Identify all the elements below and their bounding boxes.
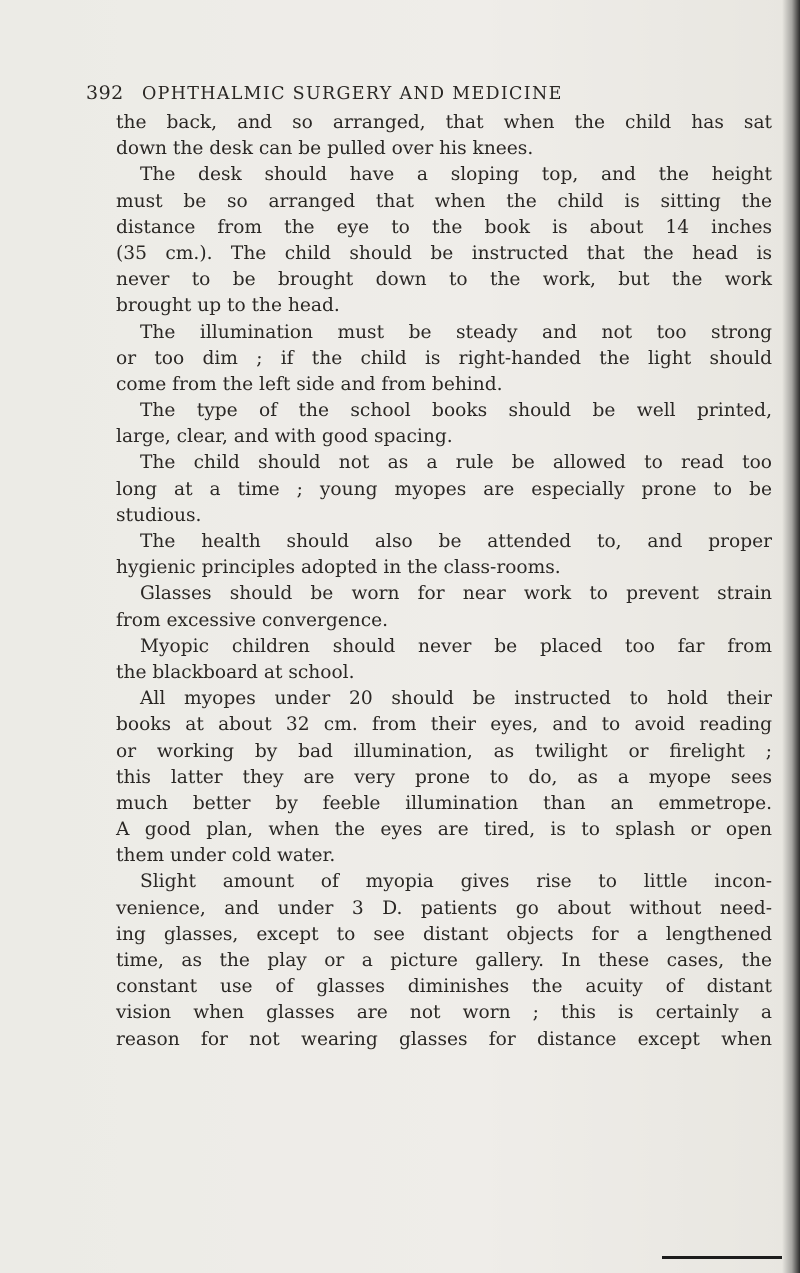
text-line: venience, and under 3 D. patients go about without need-: [116, 897, 772, 919]
text-line: come from the left side and from behind.: [116, 373, 503, 395]
text-line: The health should also be attended to, and proper: [140, 531, 772, 552]
text-line: must be so arranged that when the child is sitting the: [116, 190, 772, 212]
text-line: All myopes under 20 should be instructed to hold their: [140, 688, 772, 710]
text-line: this latter they are very prone to do, as a myope sees: [116, 766, 772, 788]
text-line: (35 cm.). The child should be instructed that the head is: [116, 242, 772, 264]
text-line: much better by feeble illumination than an emmetrope.: [116, 792, 772, 814]
text-line: or too dim ; if the child is right-handed the light should: [116, 347, 772, 369]
text-line: constant use of glasses diminishes the acuity of distant: [116, 976, 772, 998]
text-line: time, as the play or a picture gallery. In these cases, the: [116, 950, 772, 971]
text-line: Myopic children should never be placed too far from: [140, 635, 772, 657]
text-line: A good plan, when the eyes are tired, is to splash or open: [116, 819, 772, 841]
text-line: vision when glasses are not worn ; this is certainly a: [116, 1002, 772, 1024]
text-line: the back, and so arranged, that when the child has sat: [116, 112, 772, 133]
text-line: distance from the eye to the book is about 14 inches: [116, 216, 772, 238]
text-line: brought up to the head.: [116, 295, 340, 317]
text-line: The desk should have a sloping top, and the height: [140, 164, 772, 186]
text-line: long at a time ; young myopes are especially prone to be: [116, 478, 772, 500]
text-line: ing glasses, except to see distant objects for a lengthened: [116, 923, 772, 945]
text-line: The illumination must be steady and not too strong: [140, 321, 772, 343]
text-line: books at about 32 cm. from their eyes, and to avoid reading: [116, 714, 772, 736]
text-line: or working by bad illumination, as twilight or firelight ;: [116, 740, 772, 762]
running-title: OPHTHALMIC SURGERY AND MEDICINE: [142, 84, 563, 104]
text-line: never to be brought down to the work, but the work: [116, 269, 772, 291]
page-number: 392: [86, 82, 124, 104]
body-text: [116, 110, 772, 1053]
text-line: reason for not wearing glasses for distance except when: [116, 1028, 772, 1050]
text-line: Glasses should be worn for near work to prevent strain: [140, 583, 772, 605]
text-line: the blackboard at school.: [116, 661, 355, 683]
text-line: large, clear, and with good spacing.: [116, 426, 453, 448]
page-edge-mark: [662, 1256, 782, 1259]
text-line: them under cold water.: [116, 845, 336, 867]
text-line: The type of the school books should be well printed,: [140, 400, 772, 422]
text-line: hygienic principles adopted in the class-rooms.: [116, 557, 561, 579]
text-line: down the desk can be pulled over his knees.: [116, 138, 534, 160]
running-head: [86, 82, 776, 112]
text-line: Slight amount of myopia gives rise to little incon-: [140, 871, 772, 893]
text-line: studious.: [116, 504, 202, 526]
text-line: from excessive convergence.: [116, 609, 389, 631]
text-line: The child should not as a rule be allowed to read too: [140, 452, 772, 474]
page-edge-shadow: [782, 0, 800, 1273]
